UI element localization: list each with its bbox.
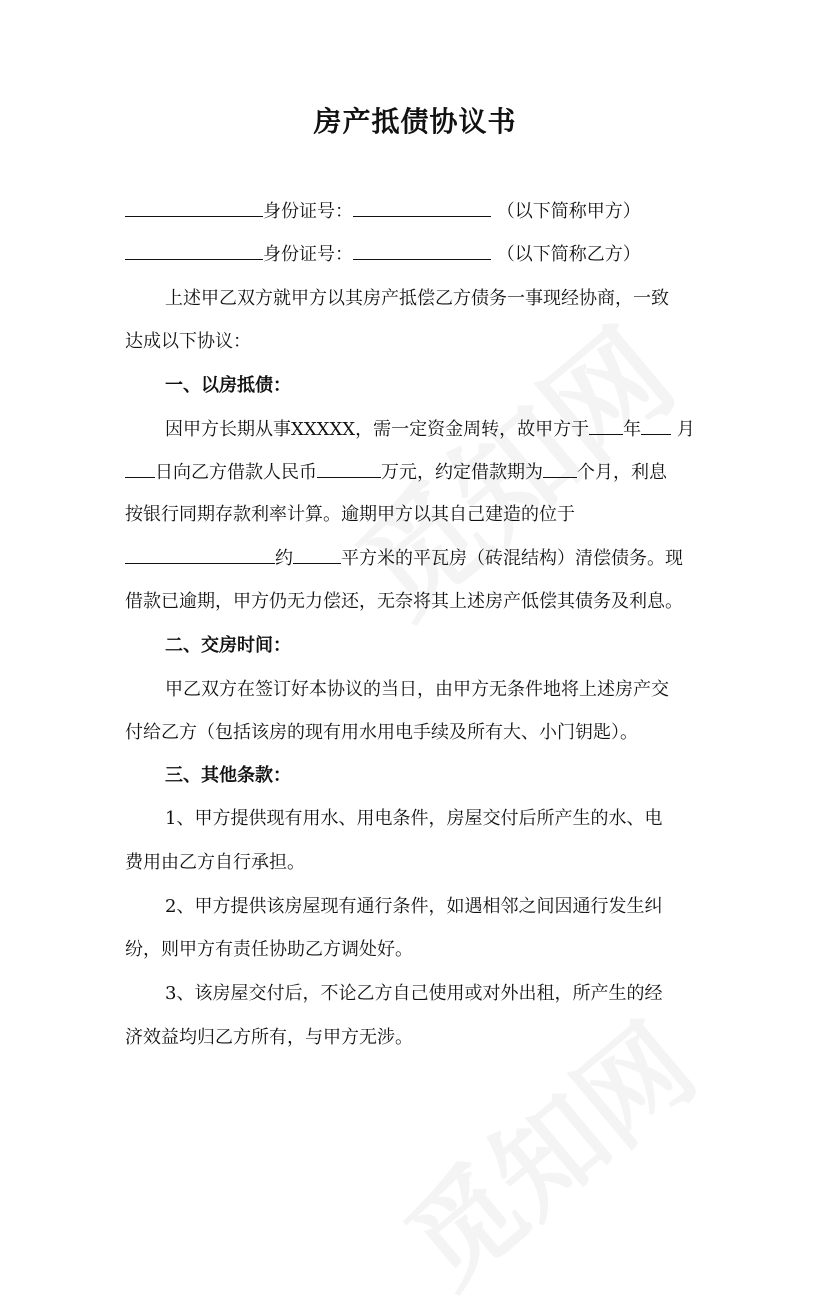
- section-1-text: 平方米的平瓦房（砖混结构）清偿债务。现: [341, 548, 683, 569]
- day-blank: [125, 459, 155, 478]
- section-1-heading: 一、以房抵债：: [165, 375, 291, 396]
- section-1-line-1: [165, 416, 715, 443]
- party-b-id-label: 身份证号：: [263, 244, 353, 265]
- section-1-text: 因甲方长期从事XXXXX，需一定资金周转，故甲方于: [165, 419, 590, 440]
- intro-line-1: 上述甲乙双方就甲方以其房产抵偿乙方债务一事现经协商，一致: [165, 288, 669, 309]
- clause-1-line-1: 1、甲方提供现有用水、用电条件，房屋交付后所产生的水、电: [165, 808, 663, 829]
- area-blank: [293, 545, 341, 564]
- section-1-line-5: 借款已逾期，甲方仍无力偿还，无奈将其上述房产低偿其债务及利息。: [125, 591, 683, 612]
- intro-line-2: 达成以下协议：: [125, 331, 251, 352]
- section-2-line-2: 付给乙方（包括该房的现有用水用电手续及所有大、小门钥匙）。: [125, 722, 638, 743]
- section-1-text: 万元，约定借款期为: [381, 462, 543, 483]
- month-blank: [641, 416, 671, 435]
- section-1-text: 日向乙方借款人民币: [155, 462, 317, 483]
- section-1-line-2: [125, 459, 715, 486]
- party-a-id-label: 身份证号：: [263, 201, 353, 222]
- month-label: 月: [676, 419, 695, 440]
- section-1-line-4: [125, 545, 715, 572]
- section-3-heading: 三、其他条款：: [165, 765, 291, 786]
- clause-2-line-2: 纷，则甲方有责任协助乙方调处好。: [125, 939, 413, 960]
- clause-3-line-1: 3、该房屋交付后，不论乙方自己使用或对外出租，所产生的经: [165, 983, 663, 1004]
- period-blank: [543, 459, 577, 478]
- year-label: 年: [623, 419, 642, 440]
- party-a-line: [125, 198, 715, 225]
- party-a-name-blank: [125, 198, 263, 217]
- party-b-line: [125, 241, 715, 268]
- clause-2-line-1: 2、甲方提供该房屋现有通行条件，如遇相邻之间因通行发生纠: [165, 896, 663, 917]
- section-2-heading: 二、交房时间：: [165, 635, 291, 656]
- party-b-name-blank: [125, 241, 263, 260]
- document-title: 房产抵债协议书: [313, 105, 517, 138]
- amount-blank: [317, 459, 381, 478]
- section-1-line-3: 按银行同期存款利率计算。逾期甲方以其自己建造的位于: [125, 504, 575, 525]
- location-blank: [125, 545, 275, 564]
- clause-1-line-2: 费用由乙方自行承担。: [125, 852, 305, 873]
- section-1-text: 约: [275, 548, 293, 569]
- section-2-line-1: 甲乙双方在签订好本协议的当日，由甲方无条件地将上述房产交: [165, 679, 669, 700]
- clause-3-line-2: 济效益均归乙方所有，与甲方无涉。: [125, 1027, 413, 1048]
- party-b-id-blank: [353, 241, 491, 260]
- section-1-text: 个月，利息: [577, 462, 667, 483]
- party-a-id-blank: [353, 198, 491, 217]
- party-a-suffix: （以下简称甲方）: [496, 201, 641, 222]
- party-b-suffix: （以下简称乙方）: [496, 244, 641, 265]
- year-blank: [589, 416, 623, 435]
